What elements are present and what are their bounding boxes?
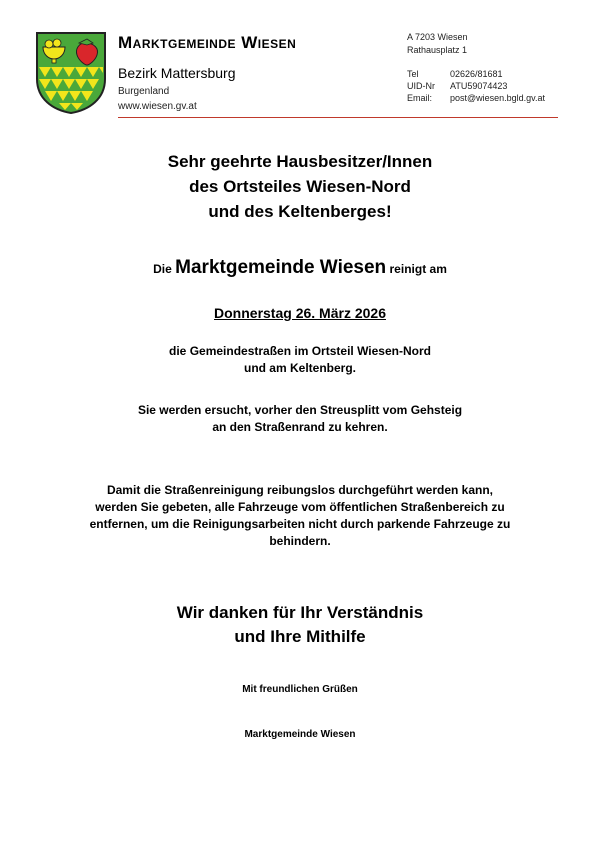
header-divider <box>118 117 558 118</box>
coat-of-arms-icon <box>35 31 107 115</box>
address-block <box>407 31 468 57</box>
address-line: A 7203 Wiesen <box>407 32 468 42</box>
contact-row <box>407 80 545 92</box>
district: Bezirk Mattersburg <box>118 65 236 81</box>
paragraph-line: an den Straßenrand zu kehren. <box>212 420 388 434</box>
paragraph-line: und am Keltenberg. <box>243 361 356 375</box>
state: Burgenland <box>118 86 170 97</box>
paragraph-line: die Gemeindestraßen im Ortsteil Wiesen-Nord <box>169 344 431 358</box>
announcement <box>40 258 560 279</box>
contact-block <box>407 68 545 104</box>
phone-value: 02626/81681 <box>450 69 503 79</box>
streets-paragraph <box>40 343 560 377</box>
announce-pre: Die <box>153 262 172 276</box>
thanks <box>40 601 560 649</box>
greeting-line: des Ortsteiles Wiesen-Nord <box>189 177 411 196</box>
regards: Mit freundlichen Grüßen <box>242 684 358 695</box>
sweeping-paragraph <box>40 402 560 436</box>
paragraph-line: entfernen, um die Reinigungsarbeiten nicht durch parkende Fahrzeuge zu <box>89 517 511 531</box>
address-line: Rathausplatz 1 <box>407 45 468 55</box>
greeting <box>40 149 560 224</box>
thanks-line: Wir danken für Ihr Verständnis <box>176 603 424 622</box>
cleaning-date <box>40 304 560 322</box>
org-name: Marktgemeinde Wiesen <box>118 33 297 52</box>
contact-label: Email: <box>407 93 433 103</box>
contact-row <box>407 68 545 80</box>
website-link[interactable]: www.wiesen.gv.at <box>118 101 197 112</box>
paragraph-line: werden Sie gebeten, alle Fahrzeuge vom öffentlichen Straßenbereich zu <box>95 500 505 514</box>
contact-row <box>407 92 545 104</box>
thanks-line: und Ihre Mithilfe <box>234 627 366 646</box>
announce-org: Marktgemeinde Wiesen <box>175 257 387 278</box>
cleaning-date-text: Donnerstag 26. März 2026 <box>214 305 386 321</box>
paragraph-line: Damit die Straßenreinigung reibungslos durchgeführt werden kann, <box>106 483 494 497</box>
greeting-line: und des Keltenberges! <box>208 202 392 221</box>
announce-post: reinigt am <box>389 262 447 276</box>
paragraph-line: behindern. <box>269 534 331 548</box>
parking-paragraph <box>30 482 570 550</box>
contact-label: UID-Nr <box>407 81 435 91</box>
email-link[interactable]: post@wiesen.bgld.gv.at <box>450 93 546 103</box>
signoff: Marktgemeinde Wiesen <box>244 729 356 740</box>
uid-value: ATU59074423 <box>450 81 508 91</box>
greeting-line: Sehr geehrte Hausbesitzer/Innen <box>167 152 433 171</box>
contact-label: Tel <box>407 69 419 79</box>
paragraph-line: Sie werden ersucht, vorher den Streusplitt vom Gehsteig <box>137 403 463 417</box>
